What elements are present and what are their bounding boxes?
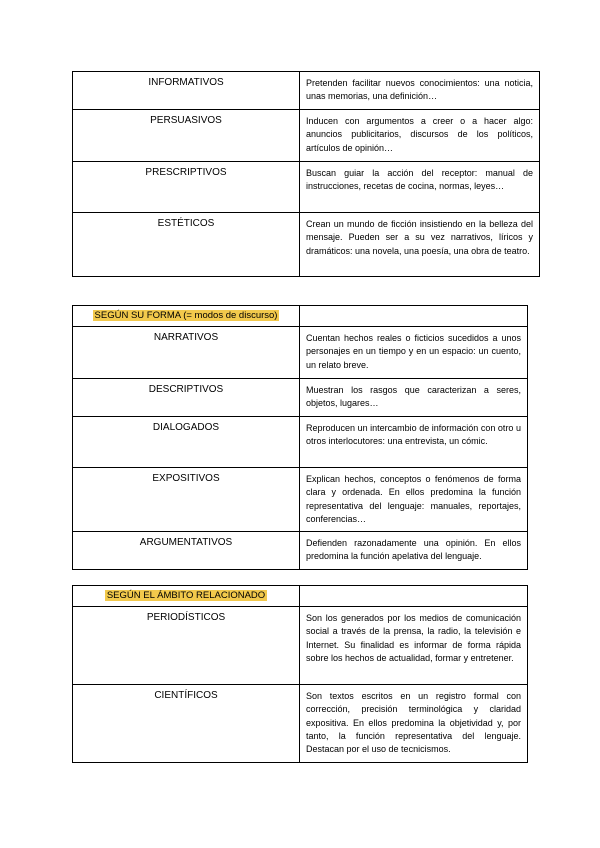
text-types-by-form-table xyxy=(72,305,528,570)
section-header: SEGÚN EL ÁMBITO RELACIONADO xyxy=(106,590,266,601)
table-row xyxy=(73,532,528,570)
type-label: ARGUMENTATIVOS xyxy=(73,532,300,570)
table-row xyxy=(73,607,528,685)
type-label: ESTÉTICOS xyxy=(73,213,300,277)
type-description: Reproducen un intercambio de información con otro u otros interlocutores: una entrevista, un cómic. xyxy=(300,417,528,468)
table-header-row xyxy=(73,586,528,607)
type-label: PRESCRIPTIVOS xyxy=(73,162,300,213)
type-description: Pretenden facilitar nuevos conocimientos: una noticia, unas memorias, una definición… xyxy=(300,72,540,110)
text-types-by-field-table xyxy=(72,585,528,763)
type-description: Son los generados por los medios de comunicación social a través de la prensa, la radio, la televisión e Internet. Su finalidad es informar de forma rápida sobre los hechos de actualidad, formar y entretener. xyxy=(300,607,528,685)
type-description: Buscan guiar la acción del receptor: manual de instrucciones, recetas de cocina, normas, leyes… xyxy=(300,162,540,213)
table-row xyxy=(73,213,540,277)
type-label: EXPOSITIVOS xyxy=(73,468,300,532)
type-description: Muestran los rasgos que caracterizan a seres, objetos, lugares… xyxy=(300,379,528,417)
table-row xyxy=(73,72,540,110)
type-label: PERIODÍSTICOS xyxy=(73,607,300,685)
type-description: Explican hechos, conceptos o fenómenos de forma clara y ordenada. En ellos predomina la función representativa del lenguaje: manuales, reportajes, conferencias… xyxy=(300,468,528,532)
type-label: DESCRIPTIVOS xyxy=(73,379,300,417)
table-row xyxy=(73,110,540,162)
type-label: PERSUASIVOS xyxy=(73,110,300,162)
table-header-row xyxy=(73,306,528,327)
section-header-cell xyxy=(73,586,300,607)
empty-header-cell xyxy=(300,586,528,607)
type-label: NARRATIVOS xyxy=(73,327,300,379)
type-description: Son textos escritos en un registro formal con corrección, precisión terminológica y claridad expositiva. En ellos predomina la objetividad y, por tanto, la función representativa del lenguaje. Destacan por el uso de tecnicismos. xyxy=(300,685,528,763)
empty-header-cell xyxy=(300,306,528,327)
text-types-by-purpose-table xyxy=(72,71,540,277)
table-row xyxy=(73,417,528,468)
type-label: DIALOGADOS xyxy=(73,417,300,468)
section-header: SEGÚN SU FORMA (= modos de discurso) xyxy=(94,310,278,321)
type-description: Inducen con argumentos a creer o a hacer algo: anuncios publicitarios, discursos de los políticos, artículos de opinión… xyxy=(300,110,540,162)
table-row xyxy=(73,685,528,763)
table-row xyxy=(73,379,528,417)
type-description: Crean un mundo de ficción insistiendo en la belleza del mensaje. Pueden ser a su vez narrativos, líricos y dramáticos: una novela, una poesía, una obra de teatro. xyxy=(300,213,540,277)
table-row xyxy=(73,468,528,532)
table-row xyxy=(73,162,540,213)
section-header-cell xyxy=(73,306,300,327)
table-row xyxy=(73,327,528,379)
type-label: CIENTÍFICOS xyxy=(73,685,300,763)
type-label: INFORMATIVOS xyxy=(73,72,300,110)
type-description: Defienden razonadamente una opinión. En ellos predomina la función apelativa del lenguaje. xyxy=(300,532,528,570)
type-description: Cuentan hechos reales o ficticios sucedidos a unos personajes en un tiempo y en un espacio: un cuento, un relato breve. xyxy=(300,327,528,379)
